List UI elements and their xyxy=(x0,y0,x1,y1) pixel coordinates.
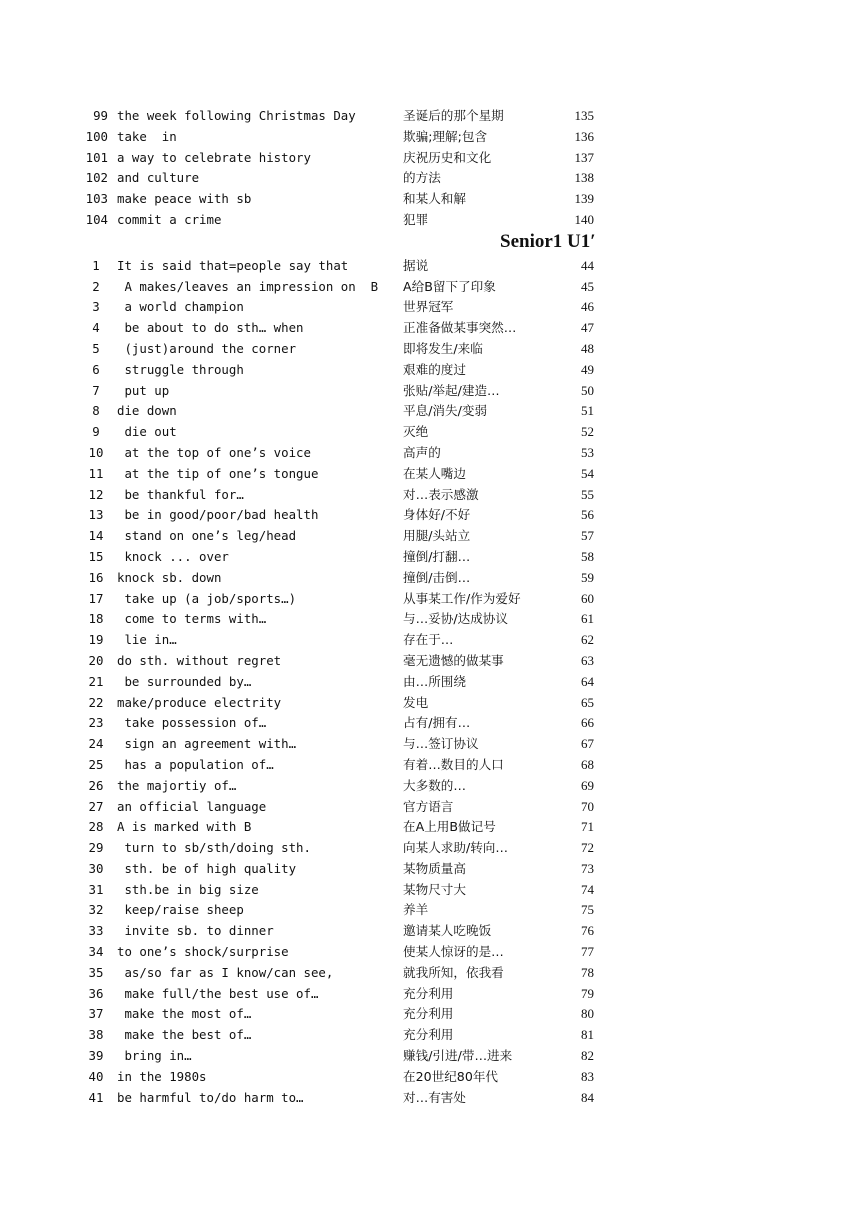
table-row xyxy=(0,651,860,672)
table-row xyxy=(0,921,860,942)
table-row xyxy=(0,797,860,818)
english-phrase: make/produce electrity xyxy=(117,694,282,710)
chinese-meaning: 和某人和解 xyxy=(403,191,466,207)
page-number: 72 xyxy=(581,840,594,856)
row-number: 25 xyxy=(88,756,104,772)
english-phrase: a way to celebrate history xyxy=(117,149,311,165)
page-number: 81 xyxy=(581,1027,594,1043)
chinese-meaning: 从事某工作/作为爱好 xyxy=(403,590,521,606)
page-number: 46 xyxy=(581,299,594,315)
row-number: 32 xyxy=(88,902,104,918)
chinese-meaning: 有着…数目的人口 xyxy=(403,756,504,772)
chinese-meaning: 邀请某人吃晚饭 xyxy=(403,923,492,939)
section-title: Senior1 U1′ xyxy=(500,230,596,252)
row-number: 12 xyxy=(88,486,104,502)
row-number: 20 xyxy=(88,652,104,668)
english-phrase: It is said that=people say that xyxy=(117,257,349,273)
row-number: 31 xyxy=(88,881,104,897)
row-number: 41 xyxy=(88,1089,104,1105)
english-phrase: an official language xyxy=(117,798,267,814)
page-number: 140 xyxy=(574,211,594,227)
row-number: 5 xyxy=(92,340,100,356)
table-row xyxy=(0,297,860,318)
table-row xyxy=(0,568,860,589)
table-row xyxy=(0,339,860,360)
table-row xyxy=(0,713,860,734)
chinese-meaning: 身体好/不好 xyxy=(403,507,471,523)
english-phrase: as/so far as I know/can see, xyxy=(117,964,334,980)
english-phrase: knock ... over xyxy=(117,548,229,564)
chinese-meaning: 官方语言 xyxy=(403,798,454,814)
page-number: 64 xyxy=(581,673,594,689)
table-row xyxy=(0,1046,860,1067)
table-row xyxy=(0,443,860,464)
section-title-row xyxy=(0,231,860,256)
chinese-meaning: 某物尺寸大 xyxy=(403,881,466,897)
row-number: 13 xyxy=(88,507,104,523)
chinese-meaning: 与…妥协/达成协议 xyxy=(403,611,508,627)
chinese-meaning: 充分利用 xyxy=(403,1027,454,1043)
chinese-meaning: 对…有害处 xyxy=(403,1089,466,1105)
page-number: 52 xyxy=(581,424,594,440)
chinese-meaning: 即将发生/来临 xyxy=(403,340,483,356)
row-number: 24 xyxy=(88,736,104,752)
chinese-meaning: A给B留下了印象 xyxy=(403,278,496,294)
row-number: 16 xyxy=(88,569,104,585)
row-number: 1 xyxy=(92,257,100,273)
table-row xyxy=(0,127,860,148)
row-number: 4 xyxy=(92,320,100,336)
table-row xyxy=(0,734,860,755)
page-number: 73 xyxy=(581,860,594,876)
chinese-meaning: 由…所围绕 xyxy=(403,673,466,689)
english-phrase: make the best of… xyxy=(117,1027,252,1043)
english-phrase: in the 1980s xyxy=(117,1068,207,1084)
chinese-meaning: 发电 xyxy=(403,694,429,710)
page-number: 48 xyxy=(581,340,594,356)
page-number: 77 xyxy=(581,944,594,960)
row-number: 15 xyxy=(88,548,104,564)
english-phrase: make full/the best use of… xyxy=(117,985,319,1001)
page-number: 137 xyxy=(574,149,594,165)
row-number: 23 xyxy=(88,715,104,731)
chinese-meaning: 张贴/举起/建造… xyxy=(403,382,500,398)
chinese-meaning: 对…表示感激 xyxy=(403,486,479,502)
table-row xyxy=(0,672,860,693)
table-row xyxy=(0,106,860,127)
row-number: 8 xyxy=(92,403,100,419)
page-number: 66 xyxy=(581,715,594,731)
table-row xyxy=(0,776,860,797)
row-number: 33 xyxy=(88,923,104,939)
table-row xyxy=(0,277,860,298)
english-phrase: be harmful to/do harm to… xyxy=(117,1089,304,1105)
row-number: 100 xyxy=(85,128,108,144)
row-number: 104 xyxy=(85,211,108,227)
row-number: 9 xyxy=(92,424,100,440)
page-number: 83 xyxy=(581,1068,594,1084)
page-number: 71 xyxy=(581,819,594,835)
row-number: 17 xyxy=(88,590,104,606)
table-row xyxy=(0,755,860,776)
english-phrase: keep/raise sheep xyxy=(117,902,244,918)
row-number: 99 xyxy=(93,108,108,123)
chinese-meaning: 犯罪 xyxy=(403,211,429,227)
table-row xyxy=(0,1025,860,1046)
chinese-meaning: 使某人惊讶的是… xyxy=(403,944,504,960)
table-row xyxy=(0,401,860,422)
page-number: 69 xyxy=(581,777,594,793)
english-phrase: stand on one’s leg/head xyxy=(117,528,297,544)
english-phrase: the majortiy of… xyxy=(117,777,237,793)
row-number: 22 xyxy=(88,694,104,710)
table-row xyxy=(0,547,860,568)
page-number: 61 xyxy=(581,611,594,627)
chinese-meaning: 赚钱/引进/带…进来 xyxy=(403,1048,513,1064)
row-number: 28 xyxy=(88,819,104,835)
english-phrase: the week following Christmas Day xyxy=(117,108,356,123)
english-phrase: struggle through xyxy=(117,361,244,377)
chinese-meaning: 在某人嘴边 xyxy=(403,465,466,481)
table-row xyxy=(0,464,860,485)
row-number: 29 xyxy=(88,840,104,856)
chinese-meaning: 平息/消失/变弱 xyxy=(403,403,488,419)
page-number: 45 xyxy=(581,278,594,294)
row-number: 36 xyxy=(88,985,104,1001)
table-row xyxy=(0,360,860,381)
table-row xyxy=(0,1067,860,1088)
english-phrase: do sth. without regret xyxy=(117,652,282,668)
row-number: 39 xyxy=(88,1048,104,1064)
page-number: 59 xyxy=(581,569,594,585)
page-number: 79 xyxy=(581,985,594,1001)
table-row xyxy=(0,942,860,963)
row-number: 38 xyxy=(88,1027,104,1043)
table-row xyxy=(0,693,860,714)
english-phrase: take up (a job/sports…) xyxy=(117,590,297,606)
english-phrase: bring in… xyxy=(117,1048,192,1064)
english-phrase: come to terms with… xyxy=(117,611,267,627)
chinese-meaning: 某物质量高 xyxy=(403,860,466,876)
chinese-meaning: 的方法 xyxy=(403,170,441,186)
english-phrase: to one’s shock/surprise xyxy=(117,944,289,960)
row-number: 103 xyxy=(85,191,108,207)
chinese-meaning: 庆祝历史和文化 xyxy=(403,149,492,165)
page-number: 56 xyxy=(581,507,594,523)
row-number: 21 xyxy=(88,673,104,689)
english-phrase: lie in… xyxy=(117,632,177,648)
chinese-meaning: 据说 xyxy=(403,257,429,273)
row-number: 3 xyxy=(92,299,100,315)
english-phrase: turn to sb/sth/doing sth. xyxy=(117,840,311,856)
row-number: 14 xyxy=(88,528,104,544)
page-number: 74 xyxy=(581,881,594,897)
page-number: 57 xyxy=(581,528,594,544)
chinese-meaning: 养羊 xyxy=(403,902,429,918)
english-phrase: at the tip of one’s tongue xyxy=(117,465,319,481)
page-number: 139 xyxy=(574,191,594,207)
table-row xyxy=(0,838,860,859)
english-phrase: put up xyxy=(117,382,170,398)
chinese-meaning: 大多数的… xyxy=(403,777,466,793)
row-number: 40 xyxy=(88,1068,104,1084)
row-number: 27 xyxy=(88,798,104,814)
page-number: 49 xyxy=(581,361,594,377)
table-row xyxy=(0,148,860,169)
row-number: 11 xyxy=(88,465,104,481)
chinese-meaning: 世界冠军 xyxy=(403,299,454,315)
page-number: 44 xyxy=(581,257,594,273)
english-phrase: at the top of one’s voice xyxy=(117,444,311,460)
chinese-meaning: 充分利用 xyxy=(403,985,454,1001)
table-row xyxy=(0,168,860,189)
table-row xyxy=(0,422,860,443)
page-number: 55 xyxy=(581,486,594,502)
chinese-meaning: 毫无遗憾的做某事 xyxy=(403,652,504,668)
table-row xyxy=(0,505,860,526)
table-row xyxy=(0,485,860,506)
english-phrase: a world champion xyxy=(117,299,244,315)
page-number: 68 xyxy=(581,756,594,772)
table-row xyxy=(0,609,860,630)
spreadsheet-page xyxy=(0,106,860,1108)
page-number: 53 xyxy=(581,444,594,460)
english-phrase: and culture xyxy=(117,170,200,186)
english-phrase: make the most of… xyxy=(117,1006,252,1022)
page-number: 80 xyxy=(581,1006,594,1022)
row-number: 6 xyxy=(92,361,100,377)
table-row xyxy=(0,589,860,610)
page-number: 135 xyxy=(574,108,594,123)
english-phrase: sign an agreement with… xyxy=(117,736,297,752)
english-phrase: be surrounded by… xyxy=(117,673,252,689)
table-row xyxy=(0,1004,860,1025)
english-phrase: be thankful for… xyxy=(117,486,244,502)
table-row xyxy=(0,189,860,210)
chinese-meaning: 用腿/头站立 xyxy=(403,528,471,544)
table-row xyxy=(0,963,860,984)
chinese-meaning: 占有/拥有… xyxy=(403,715,471,731)
english-phrase: (just)around the corner xyxy=(117,340,297,356)
english-phrase: take possession of… xyxy=(117,715,267,731)
chinese-meaning: 灭绝 xyxy=(403,424,429,440)
page-number: 78 xyxy=(581,964,594,980)
row-number: 35 xyxy=(88,964,104,980)
page-number: 136 xyxy=(574,128,594,144)
row-number: 10 xyxy=(88,444,104,460)
table-row xyxy=(0,256,860,277)
chinese-meaning: 欺骗;理解;包含 xyxy=(403,128,488,144)
page-number: 75 xyxy=(581,902,594,918)
table-row xyxy=(0,984,860,1005)
chinese-meaning: 撞倒/打翻… xyxy=(403,548,471,564)
english-phrase: has a population of… xyxy=(117,756,274,772)
page-number: 76 xyxy=(581,923,594,939)
table-row xyxy=(0,630,860,651)
chinese-meaning: 撞倒/击倒… xyxy=(403,569,471,585)
page-number: 60 xyxy=(581,590,594,606)
english-phrase: commit a crime xyxy=(117,211,222,227)
table-row xyxy=(0,210,860,231)
chinese-meaning: 艰难的度过 xyxy=(403,361,466,377)
page-number: 62 xyxy=(581,632,594,648)
page-number: 51 xyxy=(581,403,594,419)
english-phrase: knock sb. down xyxy=(117,569,222,585)
table-row xyxy=(0,381,860,402)
row-number: 102 xyxy=(85,170,108,186)
chinese-meaning: 与…签订协议 xyxy=(403,736,479,752)
table-row xyxy=(0,318,860,339)
table-row xyxy=(0,880,860,901)
row-number: 26 xyxy=(88,777,104,793)
page-number: 58 xyxy=(581,548,594,564)
chinese-meaning: 向某人求助/转向… xyxy=(403,840,508,856)
page-number: 65 xyxy=(581,694,594,710)
english-phrase: invite sb. to dinner xyxy=(117,923,274,939)
chinese-meaning: 充分利用 xyxy=(403,1006,454,1022)
page-number: 82 xyxy=(581,1048,594,1064)
page-number: 67 xyxy=(581,736,594,752)
page-number: 50 xyxy=(581,382,594,398)
chinese-meaning: 圣诞后的那个星期 xyxy=(403,108,504,123)
table-row xyxy=(0,1088,860,1109)
chinese-meaning: 在20世纪80年代 xyxy=(403,1068,499,1084)
chinese-meaning: 就我所知，依我看 xyxy=(403,964,504,980)
page-number: 70 xyxy=(581,798,594,814)
vocab-table-part2 xyxy=(0,256,860,1109)
english-phrase: A makes/leaves an impression on B xyxy=(117,278,379,294)
row-number: 34 xyxy=(88,944,104,960)
english-phrase: die down xyxy=(117,403,177,419)
page-number: 63 xyxy=(581,652,594,668)
chinese-meaning: 存在于… xyxy=(403,632,454,648)
row-number: 19 xyxy=(88,632,104,648)
row-number: 7 xyxy=(92,382,100,398)
row-number: 101 xyxy=(85,149,108,165)
chinese-meaning: 正准备做某事突然… xyxy=(403,320,517,336)
english-phrase: take in xyxy=(117,128,177,144)
english-phrase: A is marked with B xyxy=(117,819,252,835)
table-row xyxy=(0,526,860,547)
page-number: 47 xyxy=(581,320,594,336)
page-number: 138 xyxy=(574,170,594,186)
english-phrase: be in good/poor/bad health xyxy=(117,507,319,523)
english-phrase: sth. be of high quality xyxy=(117,860,297,876)
vocab-table-part1 xyxy=(0,106,860,231)
row-number: 18 xyxy=(88,611,104,627)
row-number: 2 xyxy=(92,278,100,294)
table-row xyxy=(0,817,860,838)
english-phrase: make peace with sb xyxy=(117,191,252,207)
row-number: 37 xyxy=(88,1006,104,1022)
chinese-meaning: 在A上用B做记号 xyxy=(403,819,496,835)
english-phrase: sth.be in big size xyxy=(117,881,259,897)
chinese-meaning: 高声的 xyxy=(403,444,441,460)
page-number: 54 xyxy=(581,465,594,481)
page-number: 84 xyxy=(581,1089,594,1105)
table-row xyxy=(0,859,860,880)
english-phrase: be about to do sth… when xyxy=(117,320,304,336)
row-number: 30 xyxy=(88,860,104,876)
table-row xyxy=(0,900,860,921)
english-phrase: die out xyxy=(117,424,177,440)
